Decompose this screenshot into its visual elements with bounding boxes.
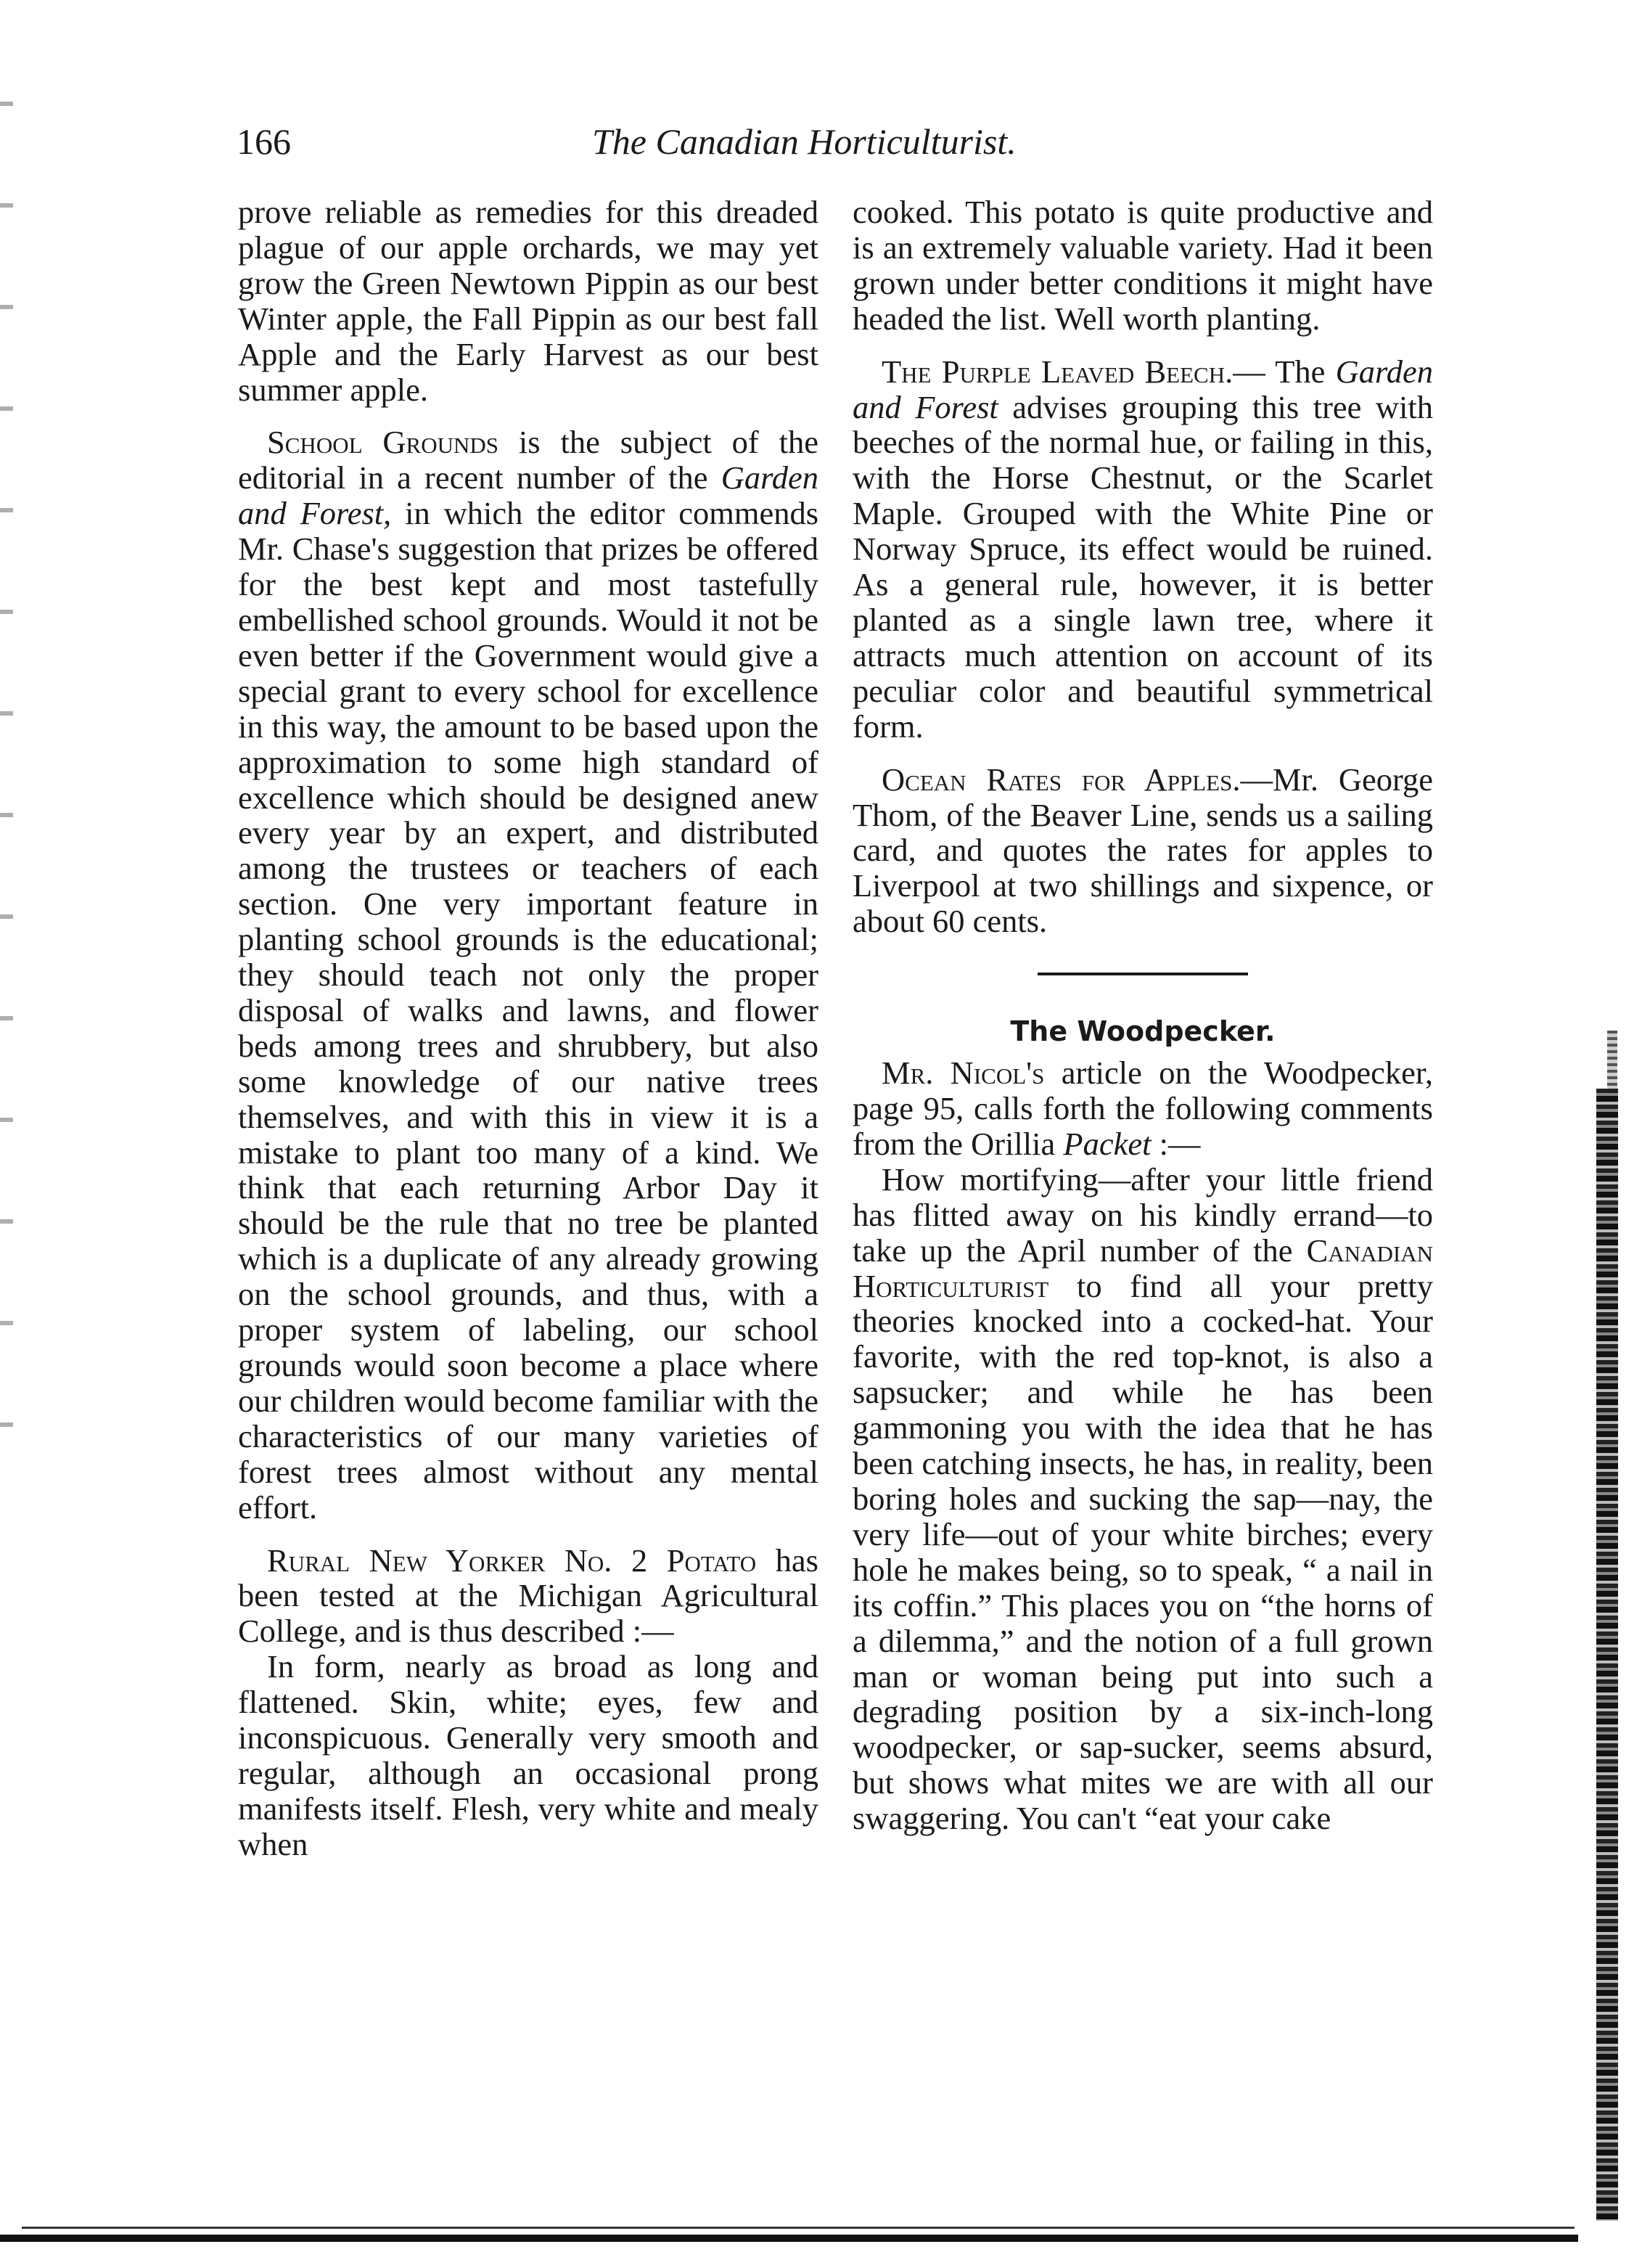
scan-edge-shadow: [1596, 1089, 1618, 2221]
lead-purple-beech: The Purple Leaved Beech.: [882, 353, 1233, 390]
running-title: The Canadian Horticulturist.: [592, 121, 1017, 162]
paragraph-school-grounds: School Grounds is the subject of the editorial in a recent number of the Garden and Forest, in which the editor commends Mr. Chase's suggestion that prizes be offered for the best kept and most tastefully embellished school grounds. Would it not be even better if the Government would give a special grant to every school for excellence in this way, the amount to be based upon the approximation to some high standard of excellence which should be designed anew every year by an expert, and distributed among the trustees or teachers of each section. One very important feature in planting school grounds is the educational; they should teach not only the proper disposal of walks and lawns, and flower beds among trees and shrubbery, but also some knowledge of our native trees themselves, and with this in view it is a mistake to plant too many of a kind. We think that each returning Arbor Day it should be the rule that no tree be planted which is a duplicate of any already growing on the school grounds, and thus, with a proper system of labeling, our school grounds would soon become a place where our children would become familiar with the characteristics of our many varieties of forest trees almost without any mental effort.: [238, 424, 819, 1526]
page-number: 166: [237, 121, 291, 162]
section-divider: [1038, 973, 1248, 975]
newspaper-title: Packet: [1063, 1125, 1152, 1162]
lead-ocean-rates: Ocean Rates for Apples.: [882, 761, 1241, 798]
bottom-border: [0, 2235, 1578, 2242]
page-header: [237, 116, 1093, 167]
bottom-scan-line: [22, 2227, 1575, 2229]
right-column: [853, 195, 1433, 1836]
left-column: [238, 195, 818, 1862]
lead-potato: Rural New Yorker No. 2 Potato: [267, 1542, 757, 1579]
paragraph-ocean-rates: Ocean Rates for Apples.—Mr. George Thom, of the Beaver Line, sends us a sailing card, and quotes the rates for apples to Liverpool at two shillings and sixpence, or about 60 cents.: [853, 761, 1433, 940]
journal-title: Garden and Forest: [853, 353, 1433, 425]
scan-specks: [0, 58, 13, 1510]
lead-school-grounds: School Grounds: [267, 424, 499, 461]
journal-title: Garden and Forest,: [238, 459, 818, 532]
magazine-name: Canadian Horticulturist: [853, 1232, 1433, 1304]
paragraph-nicol-article: Mr. Nicol's article on the Woodpecker, page 95, calls forth the following comments from the Orillia Packet :—: [853, 1055, 1433, 1162]
paragraph-apple-orchards: prove reliable as remedies for this dreaded plague of our apple orchards, we may yet grow the Green Newtown Pippin as our best Winter apple, the Fall Pippin as our best fall Apple and the Early Harvest as our best summer apple.: [238, 194, 818, 408]
section-heading-woodpecker: The Woodpecker.: [1010, 1015, 1276, 1048]
paragraph-potato: Rural New Yorker No. 2 Potato has been tested at the Michigan Agricultural College, and is thus described :—: [238, 1542, 818, 1650]
lead-mr-nicol: Mr. Nicol's: [882, 1055, 1045, 1092]
paragraph-potato-description: In form, nearly as broad as long and flattened. Skin, white; eyes, few and inconspicuous. Generally very smooth and regular, although an occasional prong manifests itself. Flesh, very white and mealy when: [238, 1648, 818, 1862]
paragraph-potato-continued: cooked. This potato is quite productive and is an extremely valuable variety. Had it been grown under better conditions it might have headed the list. Well worth planting.: [853, 194, 1433, 337]
paragraph-quoted-comment: How mortifying—after your little friend has flitted away on his kindly errand—to take up the April number of the Canadian Horticulturist to find all your pretty theories knocked into a cocked-hat. Your favorite, with the red top-knot, is also a sapsucker; and while he has been gammoning you with the idea that he has been catching insects, he has, in reality, been boring holes and sucking the sap—nay, the very life—out of your white birches; every hole he makes being, so to speak, “ a nail in its coffin.” This places you on “the horns of a dilemma,” and the notion of a full grown man or woman being put into such a degrading position by a six-inch-long woodpecker, or sap-sucker, seems absurd, but shows what mites we are with all our swaggering. You can't “eat your cake: [853, 1160, 1433, 1837]
paragraph-purple-beech: The Purple Leaved Beech.— The Garden and Forest advises grouping this tree with beeches of the normal hue, or failing in this, with the Horse Chestnut, or the Scarlet Maple. Grouped with the White Pine or Norway Spruce, its effect would be ruined. As a general rule, however, it is better planted as a single lawn tree, where it attracts much attention on account of its peculiar color and beautiful symmetrical form.: [853, 353, 1434, 745]
